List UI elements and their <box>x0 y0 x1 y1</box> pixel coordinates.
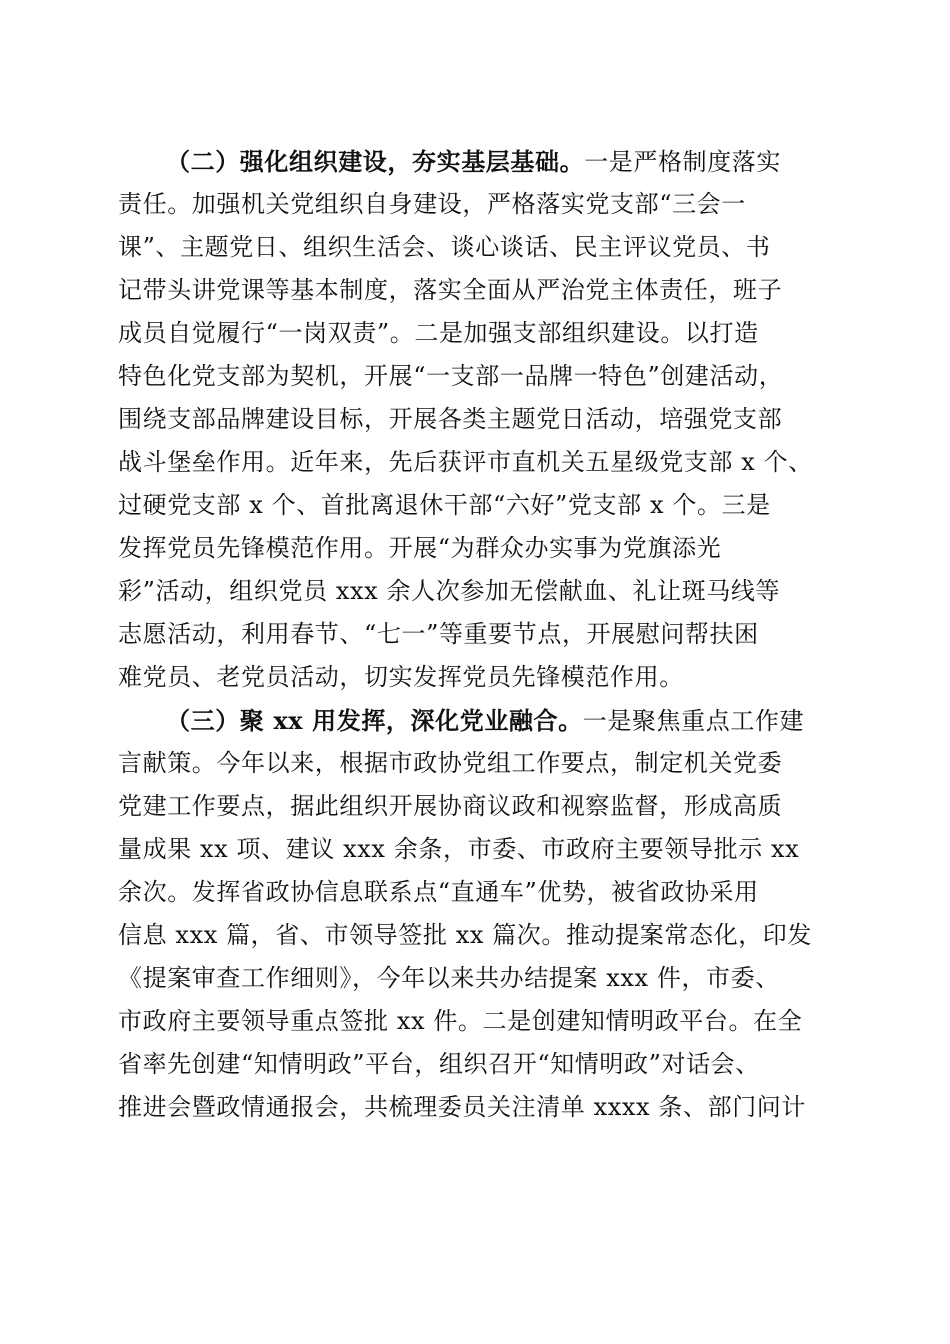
section2-line: 难党员、老党员活动，切实发挥党员先锋模范作用。 <box>118 663 684 691</box>
section2-heading: （二）强化组织建设，夯实基层基础。 <box>166 147 585 176</box>
section2-line: 一是严格制度落实 <box>584 148 782 176</box>
section3-line: 市政府主要领导重点签批 xx 件。二是创建知情明政平台。在全 <box>118 1007 803 1035</box>
section3-line: 信息 xxx 篇，省、市领导签批 xx 篇次。推动提案常态化，印发 <box>118 921 812 949</box>
document-body <box>118 140 830 1129</box>
section2-line: 战斗堡垒作用。近年来，先后获评市直机关五星级党支部 x 个、 <box>118 448 813 476</box>
section2-line: 责任。加强机关党组织自身建设，严格落实党支部“三会一 <box>118 190 746 218</box>
section2-line: 成员自觉履行“一岗双责”。二是加强支部组织建设。以打造 <box>118 319 759 347</box>
section2-line: 过硬党支部 x 个、首批离退休干部“六好”党支部 x 个。三是 <box>118 491 771 519</box>
section2-line: 发挥党员先锋模范作用。开展“为群众办实事为党旗添光 <box>118 534 722 562</box>
section3-line: 推进会暨政情通报会，共梳理委员关注清单 xxxx 条、部门问计 <box>118 1093 806 1121</box>
section3-line: 言献策。今年以来，根据市政协党组工作要点，制定机关党委 <box>118 749 783 777</box>
section2-line: 围绕支部品牌建设目标，开展各类主题党日活动，培强党支部 <box>118 405 783 433</box>
section3-line: 《提案审查工作细则》，今年以来共办结提案 xxx 件，市委、 <box>118 964 780 992</box>
section2-line: 特色化党支部为契机，开展“一支部一品牌一特色”创建活动， <box>118 362 784 390</box>
section3-first-line <box>118 699 830 742</box>
section3-line: 党建工作要点，据此组织开展协商议政和视察监督，形成高质 <box>118 792 783 820</box>
section2-line: 志愿活动，利用春节、“七一”等重要节点，开展慰问帮扶困 <box>118 620 759 648</box>
section3-line: 省率先创建“知情明政”平台，组织召开“知情明政”对话会、 <box>118 1050 760 1078</box>
section2-first-line <box>118 140 830 183</box>
section2-line: 记带头讲党课等基本制度，落实全面从严治党主体责任，班子 <box>118 276 783 304</box>
section2-line: 彩”活动，组织党员 xxx 余人次参加无偿献血、礼让斑马线等 <box>118 577 781 605</box>
section3-heading: （三）聚 xx 用发挥，深化党业融合。 <box>166 706 583 735</box>
section2-line: 课”、主题党日、组织生活会、谈心谈话、民主评议党员、书 <box>118 233 771 261</box>
section3-line: 量成果 xx 项、建议 xxx 余条，市委、市政府主要领导批示 xx <box>118 835 800 863</box>
section3-line: 一是聚焦重点工作建 <box>582 707 805 735</box>
section3-line: 余次。发挥省政协信息联系点“直通车”优势，被省政协采用 <box>118 878 759 906</box>
